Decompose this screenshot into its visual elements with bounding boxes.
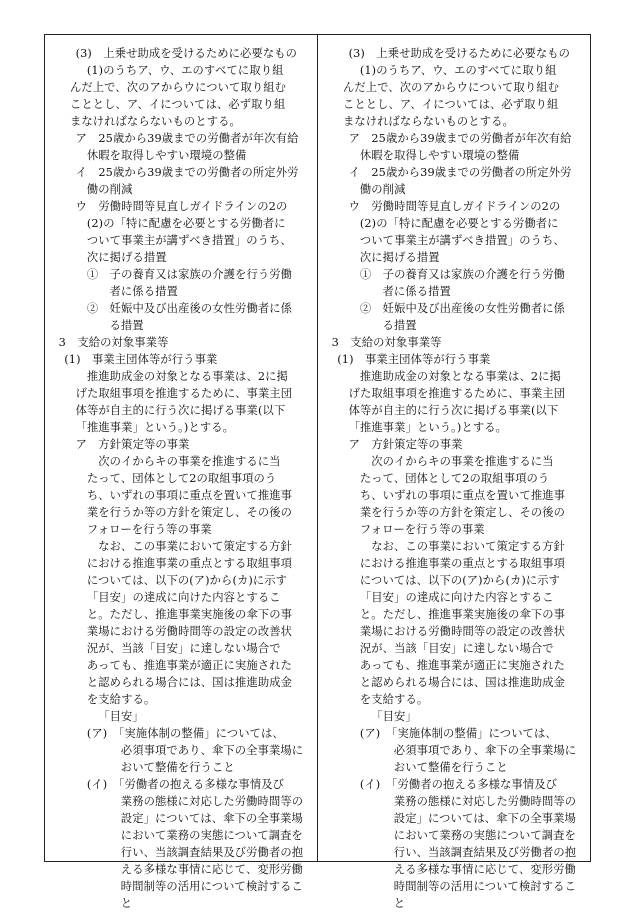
- text-line: ア 方針策定等の事業: [348, 438, 463, 451]
- text-line: 必須事項であり、傘下の全事業場に: [120, 744, 304, 757]
- text-line: (1) 事業主団体等が行う事業: [337, 353, 491, 366]
- text-line: 「推進事業」という。)とする。: [75, 421, 235, 434]
- text-line: んだ上で、次のアからウについて取り組む: [342, 81, 560, 94]
- text-line: における推進事業の重点とする取組事項: [86, 557, 293, 570]
- text-line: 業務の態様に対応した労働時間等の: [393, 795, 577, 808]
- text-line: える多様な事情に応じて、変形労働: [120, 863, 303, 876]
- text-line: 業務の態様に対応した労働時間等の: [120, 795, 304, 808]
- text-line: 業場における労働時間等の設定の改善状: [86, 625, 293, 638]
- text-line: 必須事項であり、傘下の全事業場に: [393, 744, 577, 757]
- text-line: たって、団体として2の取組事項のう: [359, 472, 550, 485]
- text-line: ① 子の養育又は家族の介護を行う労働: [359, 268, 566, 281]
- text-line: なお、この事業において策定する方針: [98, 540, 292, 553]
- comparison-table: [44, 34, 591, 910]
- text-line: 者に係る措置: [382, 285, 451, 298]
- text-line: イ 25歳から39歳までの労働者の所定外労: [348, 166, 572, 179]
- text-line: 設定」については、傘下の全事業場: [120, 812, 303, 825]
- text-line: フォローを行う等の事業: [86, 523, 212, 536]
- text-line: げた取組事項を推進するために、事業主団: [75, 387, 293, 400]
- text-line: 行い、当該調査結果及び労働者の抱: [393, 846, 577, 859]
- text-line: における推進事業の重点とする取組事項: [359, 557, 566, 570]
- text-line: る措置: [382, 319, 417, 332]
- text-line: ち、いずれの事項に重点を置いて推進事: [86, 489, 293, 502]
- text-line: 業を行うか等の方針を策定し、その後の: [86, 506, 293, 519]
- text-line: る措置: [109, 319, 144, 332]
- text-line: と。ただし、推進事業実施後の傘下の事: [86, 608, 293, 621]
- text-line: なお、この事業において策定する方針: [371, 540, 565, 553]
- text-line: 推進助成金の対象となる事業は、2に掲: [359, 370, 561, 383]
- text-line: については、以下の(ア)から(カ)に示す: [359, 574, 561, 587]
- text-line: フォローを行う等の事業: [359, 523, 485, 536]
- text-line: ② 妊娠中及び出産後の女性労働者に係: [359, 302, 566, 315]
- column-divider: [317, 35, 318, 861]
- text-line: ち、いずれの事項に重点を置いて推進事: [359, 489, 566, 502]
- text-line: あっても、推進事業が適正に実施された: [86, 659, 292, 672]
- text-line: こととし、ア、イについては、必ず取り組: [342, 98, 559, 111]
- text-line: 次に掲げる措置: [86, 251, 167, 264]
- text-line: んだ上で、次のアからウについて取り組む: [69, 81, 287, 94]
- text-line: (3) 上乗せ助成を受けるために必要なもの: [348, 47, 571, 60]
- text-line: 次に掲げる措置: [359, 251, 440, 264]
- text-line: ついて事業主が講ずべき措置」のうち、: [359, 234, 565, 247]
- text-line: を支給する。: [359, 693, 429, 706]
- text-line: 者に係る措置: [109, 285, 178, 298]
- text-line: 況が、当該「目安」に達しない場合で: [86, 642, 281, 655]
- text-line: 働の削減: [86, 183, 133, 196]
- text-line: (ア) 「実施体制の整備」については、: [86, 727, 284, 740]
- text-line: える多様な事情に応じて、変形労働: [393, 863, 576, 876]
- text-line: 「推進事業」という。)とする。: [348, 421, 508, 434]
- text-line: ウ 労働時間等見直しガイドラインの2の: [75, 200, 288, 213]
- text-line: 3 支給の対象事業等: [58, 336, 169, 349]
- text-line: 体等が自主的に行う次に掲げる事業(以下: [75, 404, 286, 417]
- text-line: 時間制等の活用について検討するこ: [393, 880, 576, 893]
- text-line: 況が、当該「目安」に達しない場合で: [359, 642, 554, 655]
- text-line: ② 妊娠中及び出産後の女性労働者に係: [86, 302, 293, 315]
- text-line: ア 25歳から39歳までの労働者が年次有給: [348, 132, 572, 145]
- text-line: 時間制等の活用について検討するこ: [120, 880, 303, 893]
- text-line: おいて整備を行うこと: [120, 761, 235, 774]
- text-line: 業場における労働時間等の設定の改善状: [359, 625, 566, 638]
- text-line: ついて事業主が講ずべき措置」のうち、: [86, 234, 292, 247]
- text-line: (イ) 「労働者の抱える多様な事情及び: [359, 778, 558, 791]
- text-line: 「目安」: [98, 710, 144, 723]
- text-line: こととし、ア、イについては、必ず取り組: [69, 98, 286, 111]
- text-line: 行い、当該調査結果及び労働者の抱: [120, 846, 304, 859]
- text-line: ウ 労働時間等見直しガイドラインの2の: [348, 200, 561, 213]
- text-line: 次のイからキの事業を推進するに当: [98, 455, 281, 468]
- text-line: (1) 事業主団体等が行う事業: [64, 353, 218, 366]
- text-line: げた取組事項を推進するために、事業主団: [348, 387, 566, 400]
- text-line: と: [120, 897, 133, 910]
- text-line: (1)のうちア、ウ、エのすべてに取り組: [86, 64, 284, 77]
- text-line: ア 方針策定等の事業: [75, 438, 190, 451]
- text-line: と。ただし、推進事業実施後の傘下の事: [359, 608, 566, 621]
- text-line: 休暇を取得しやすい環境の整備: [359, 149, 520, 162]
- text-line: ① 子の養育又は家族の介護を行う労働: [86, 268, 293, 281]
- text-line: 「目安」: [371, 710, 417, 723]
- text-line: において業務の実態について調査を: [393, 829, 576, 842]
- text-line: 「目安」の達成に向けた内容とするこ: [359, 591, 554, 604]
- text-line: と認められる場合には、国は推進助成金: [86, 676, 293, 689]
- text-line: 設定」については、傘下の全事業場: [393, 812, 576, 825]
- text-line: ア 25歳から39歳までの労働者が年次有給: [75, 132, 299, 145]
- text-line: まなければならないものとする。: [69, 115, 241, 128]
- text-line: を支給する。: [86, 693, 156, 706]
- text-line: おいて整備を行うこと: [393, 761, 508, 774]
- text-line: 働の削減: [359, 183, 406, 196]
- text-line: については、以下の(ア)から(カ)に示す: [86, 574, 288, 587]
- text-line: (2)の「特に配慮を必要とする労働者に: [359, 217, 559, 230]
- text-line: 推進助成金の対象となる事業は、2に掲: [86, 370, 288, 383]
- text-line: 業を行うか等の方針を策定し、その後の: [359, 506, 566, 519]
- text-line: と: [393, 897, 406, 910]
- text-line: 「目安」の達成に向けた内容とするこ: [86, 591, 281, 604]
- text-line: イ 25歳から39歳までの労働者の所定外労: [75, 166, 299, 179]
- text-line: たって、団体として2の取組事項のう: [86, 472, 277, 485]
- text-line: あっても、推進事業が適正に実施された: [359, 659, 565, 672]
- text-line: 次のイからキの事業を推進するに当: [371, 455, 554, 468]
- text-line: (ア) 「実施体制の整備」については、: [359, 727, 557, 740]
- text-line: と認められる場合には、国は推進助成金: [359, 676, 566, 689]
- text-line: (イ) 「労働者の抱える多様な事情及び: [86, 778, 285, 791]
- text-line: 休暇を取得しやすい環境の整備: [86, 149, 247, 162]
- text-line: 3 支給の対象事業等: [331, 336, 442, 349]
- text-line: (2)の「特に配慮を必要とする労働者に: [86, 217, 286, 230]
- text-line: まなければならないものとする。: [342, 115, 514, 128]
- text-line: 体等が自主的に行う次に掲げる事業(以下: [348, 404, 559, 417]
- text-line: (1)のうちア、ウ、エのすべてに取り組: [359, 64, 557, 77]
- text-line: において業務の実態について調査を: [120, 829, 303, 842]
- text-line: (3) 上乗せ助成を受けるために必要なもの: [75, 47, 298, 60]
